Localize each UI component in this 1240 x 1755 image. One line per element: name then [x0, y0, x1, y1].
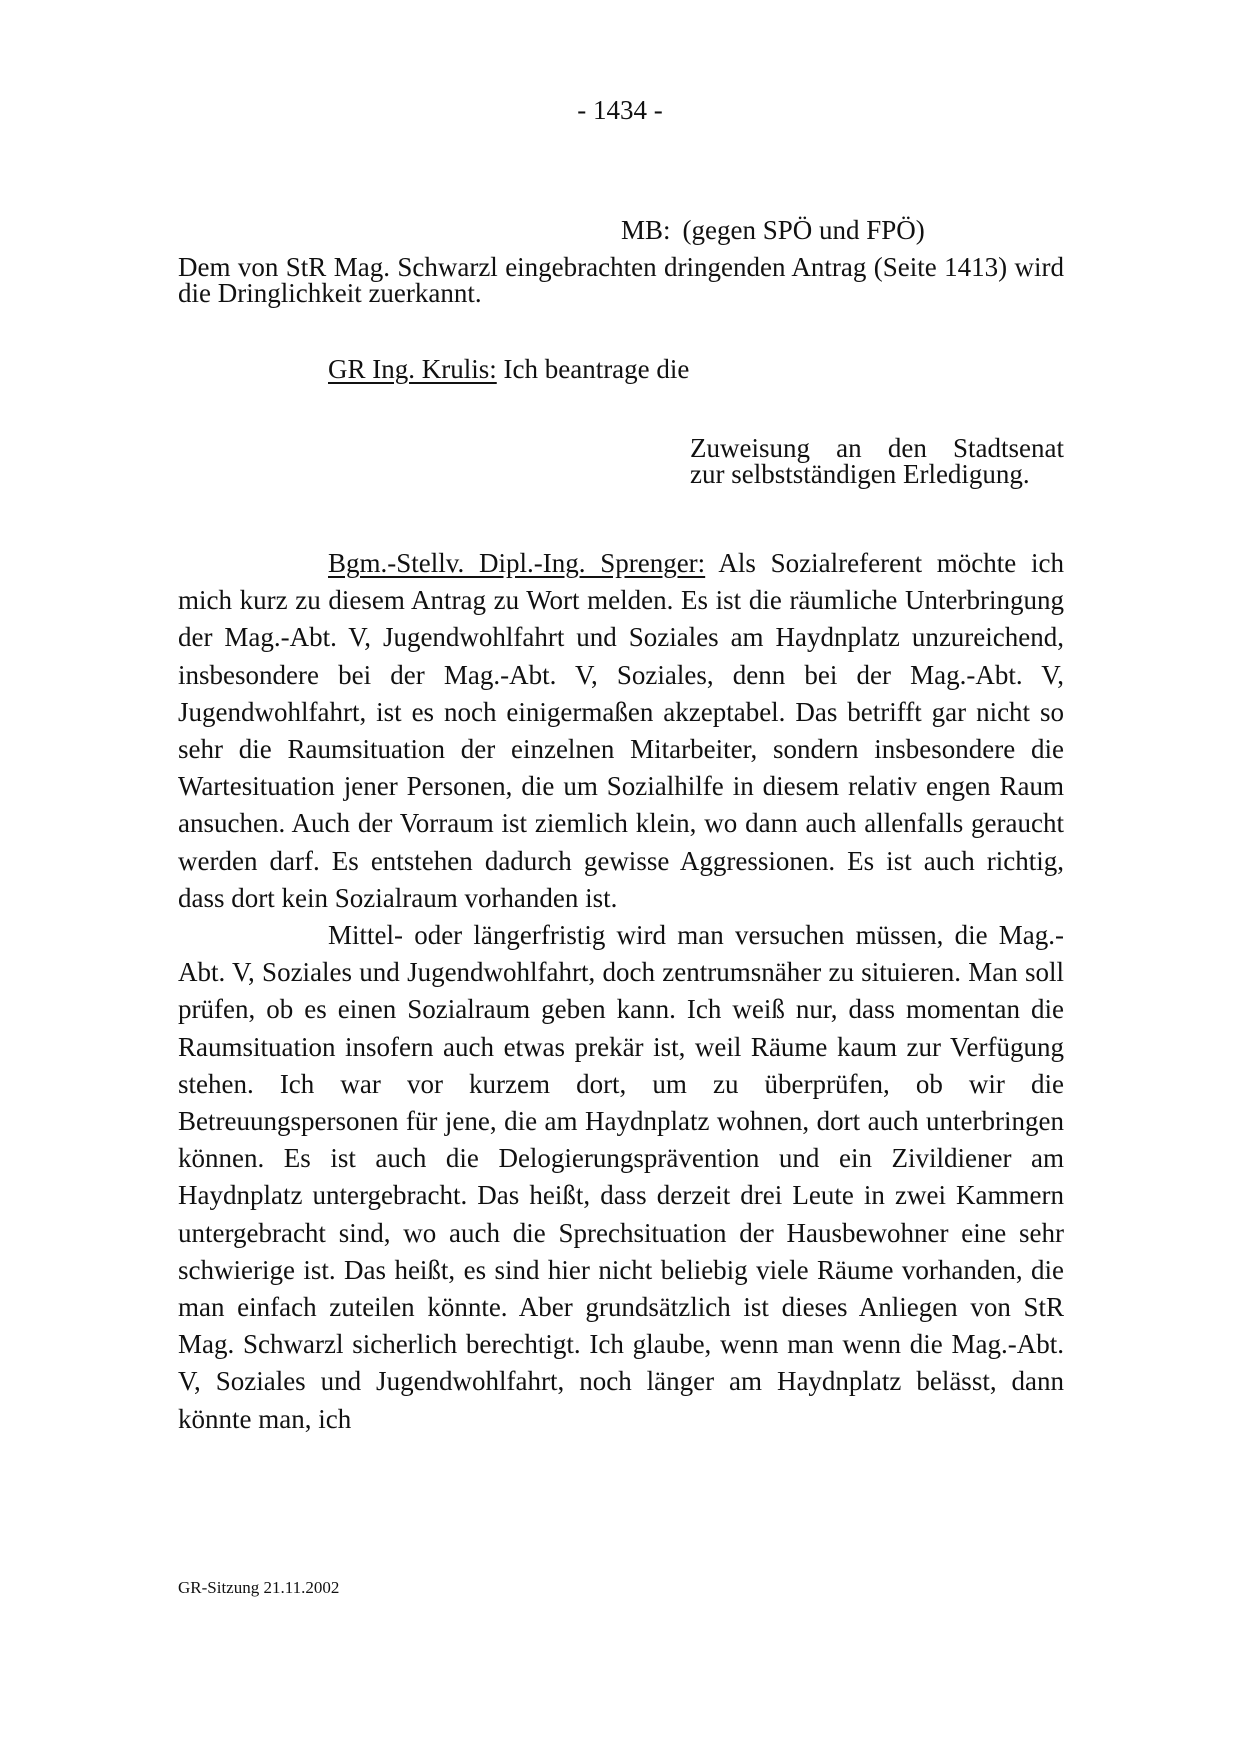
motion-text: Ich beantrage die [496, 354, 690, 384]
motion-statement [328, 354, 689, 385]
allocation-motion [690, 435, 1064, 487]
vote-label: MB: [621, 215, 671, 245]
speech-paragraph-2: Mittel- oder längerfristig wird man versuchen müssen, die Mag.-Abt. V, Soziales und Jugendwohlfahrt, doch zentrumsnäher zu situieren. Man soll prüfen, ob es einen Sozialraum geben kann. Ich weiß nur, dass momentan die Raumsituation insofern auch etwas prekär ist, weil Räume kaum zur Verfügung stehen. Ich war vor kurzem dort, um zu überprüfen, ob wir die Betreuungspersonen für jene, die am Haydnplatz wohnen, dort auch unterbringen können. Es ist auch die Delogierungsprävention und ein Zivildiener am Haydnplatz untergebracht. Das heißt, dass derzeit drei Leute in zwei Kammern untergebracht sind, wo auch die Sprechsituation der Hausbewohner eine sehr schwierige ist. Das heißt, es sind hier nicht beliebig viele Räume vorhanden, die man einfach zuteilen könnte. Aber grundsätzlich ist dieses Anliegen von StR Mag. Schwarzl sicherlich berechtigt. Ich glaube, wenn man wenn die Mag.-Abt. V, Soziales und Jugendwohlfahrt, noch länger am Haydnplatz belässt, dann könnte man, ich [178, 920, 1064, 1434]
footer-session-date: GR-Sitzung 21.11.2002 [178, 1578, 340, 1597]
speech-body [178, 545, 1064, 1438]
allocation-line-2: zur selbstständigen Erledigung. [690, 459, 1030, 489]
allocation-line-1: Zuweisung an den Stadtsenat [690, 433, 1064, 463]
speech-paragraph-1 [178, 545, 1064, 917]
speech-paragraph-1-text: Als Sozialreferent möchte ich mich kurz zu diesem Antrag zu Wort melden. Es ist die räumliche Unterbringung der Mag.-Abt. V, Jugendwohlfahrt und Soziales am Haydnplatz unzureichend, insbesondere bei der Mag.-Abt. V, Soziales, denn bei der Mag.-Abt. V, Jugendwohlfahrt, ist es noch einigermaßen akzeptabel. Das betrifft gar nicht so sehr die Raumsituation der einzelnen Mitarbeiter, sondern insbesondere die Wartesituation jener Personen, die um Sozialhilfe in diesem relativ engen Raum ansuchen. Auch der Vorraum ist ziemlich klein, wo dann auch allenfalls geraucht werden darf. Es entstehen dadurch gewisse Aggressionen. Es ist auch richtig, dass dort kein Sozialraum vorhanden ist. [178, 548, 1064, 913]
resolution-text: Dem von StR Mag. Schwarzl eingebrachten dringenden Antrag (Seite 1413) wird die Dringlichkeit zuerkannt. [178, 252, 1064, 308]
speech-speaker: Bgm.-Stellv. Dipl.-Ing. Sprenger: [328, 548, 706, 578]
motion-speaker: GR Ing. Krulis: [328, 354, 497, 384]
vote-detail: (gegen SPÖ und FPÖ) [682, 215, 925, 245]
page-number: - 1434 - [577, 95, 663, 125]
vote-result [621, 215, 925, 246]
